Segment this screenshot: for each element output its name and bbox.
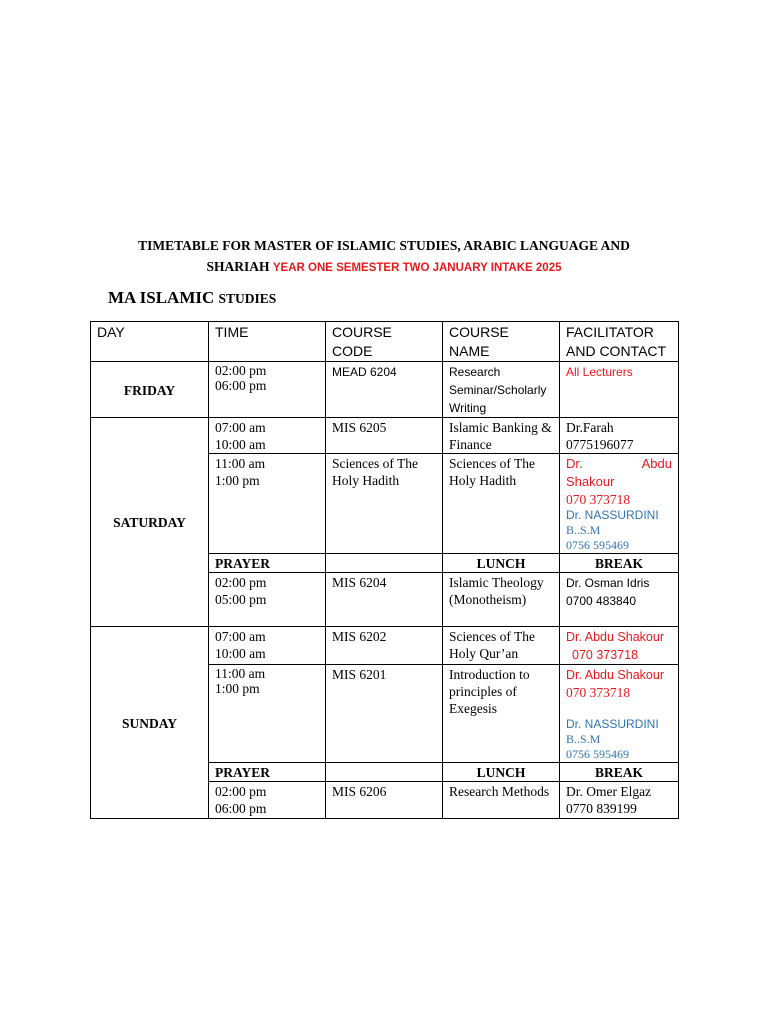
- table-row: [91, 362, 679, 418]
- time-end: 1:00 pm: [215, 473, 260, 488]
- course-code-cell: MEAD 6204: [326, 362, 443, 418]
- section-heading: [108, 288, 276, 308]
- facilitator-phone: 0770 839199: [566, 801, 637, 816]
- facilitator-phone: 070 373718: [572, 648, 639, 662]
- facilitator-first: Abdu: [641, 456, 672, 471]
- time-cell: [209, 573, 326, 627]
- break-label: BREAK: [560, 554, 679, 573]
- time-end: 10:00 am: [215, 646, 266, 661]
- course-name-cell: Islamic Theology (Monotheism): [443, 573, 560, 627]
- facilitator-phone: 0700 483840: [566, 594, 637, 608]
- facilitator-secondary-name: Dr. NASSURDINI: [566, 717, 659, 731]
- course-code-cell: MIS 6205: [326, 418, 443, 454]
- document-title-line1: TIMETABLE FOR MASTER OF ISLAMIC STUDIES, ARABIC LANGUAGE AND: [138, 238, 630, 253]
- course-name-cell: Introduction to principles of Exegesis: [443, 665, 560, 763]
- time-end: 1:00 pm: [215, 681, 260, 696]
- facilitator-phone: 070 373718: [566, 685, 631, 700]
- time-start: 11:00 am: [215, 456, 266, 471]
- day-saturday: SATURDAY: [91, 418, 209, 627]
- facilitator-phone: 070 373718: [566, 492, 631, 507]
- time-cell: [209, 454, 326, 554]
- facilitator-name-line: [566, 455, 672, 473]
- facilitator-last: Shakour: [566, 474, 615, 489]
- header-facilitator: FACILITATOR AND CONTACT: [560, 322, 679, 362]
- facilitator-cell: [560, 627, 679, 665]
- course-code-cell: MIS 6204: [326, 573, 443, 627]
- facilitator-secondary-phone: 0756 595469: [566, 747, 629, 761]
- prayer-label: PRAYER: [209, 763, 326, 782]
- time-end: 05:00 pm: [215, 592, 267, 607]
- document-title-line2: [0, 259, 768, 275]
- facilitator-cell: [560, 454, 679, 554]
- course-code-cell: MIS 6206: [326, 782, 443, 819]
- day-friday: FRIDAY: [91, 362, 209, 418]
- break-label: BREAK: [560, 763, 679, 782]
- header-course-code: COURSE CODE: [326, 322, 443, 362]
- time-cell: [209, 627, 326, 665]
- time-cell: [209, 362, 326, 418]
- course-code-cell: MIS 6202: [326, 627, 443, 665]
- facilitator-cell: [560, 418, 679, 454]
- facilitator-name: Dr. Omer Elgaz: [566, 784, 652, 799]
- header-time: TIME: [209, 322, 326, 362]
- title-intake: YEAR ONE SEMESTER TWO JANUARY INTAKE 2025: [272, 262, 562, 274]
- heading-main: MA ISLAMIC: [108, 288, 215, 307]
- title-shariah: SHARIAH: [206, 259, 270, 274]
- facilitator-secondary-suffix: B..S.M: [566, 732, 601, 746]
- table-header-row: [91, 322, 679, 362]
- heading-small: STUDIES: [218, 291, 277, 306]
- facilitator-secondary-suffix: B..S.M: [566, 523, 601, 537]
- time-start: 11:00 am: [215, 666, 266, 681]
- course-name-cell: Research Methods: [443, 782, 560, 819]
- facilitator-cell: [560, 573, 679, 627]
- course-code-cell: Sciences of The Holy Hadith: [326, 454, 443, 554]
- facilitator-name: Dr. Abdu Shakour: [566, 630, 664, 644]
- table-row: [91, 627, 679, 665]
- time-start: 02:00 pm: [215, 784, 267, 799]
- facilitator-cell: [560, 782, 679, 819]
- facilitator-title: Dr.: [566, 456, 583, 471]
- time-cell: [209, 665, 326, 763]
- day-sunday: SUNDAY: [91, 627, 209, 819]
- facilitator-name: Dr. Abdu Shakour: [566, 668, 664, 682]
- facilitator-name: Dr. Osman Idris: [566, 576, 650, 590]
- time-cell: [209, 782, 326, 819]
- time-end: 06:00 pm: [215, 378, 267, 393]
- course-name-cell: Sciences of The Holy Qur’an: [443, 627, 560, 665]
- timetable: [90, 321, 679, 819]
- time-end: 06:00 pm: [215, 801, 267, 816]
- table-row: [91, 418, 679, 454]
- spacer: [566, 701, 672, 717]
- course-name-cell: Islamic Banking & Finance: [443, 418, 560, 454]
- prayer-label: PRAYER: [209, 554, 326, 573]
- course-name-cell: Sciences of The Holy Hadith: [443, 454, 560, 554]
- facilitator-secondary-phone: 0756 595469: [566, 538, 629, 552]
- header-day: DAY: [91, 322, 209, 362]
- time-start: 07:00 am: [215, 420, 266, 435]
- empty-cell: [326, 763, 443, 782]
- time-start: 02:00 pm: [215, 575, 267, 590]
- time-end: 10:00 am: [215, 437, 266, 452]
- time-start: 02:00 pm: [215, 363, 267, 378]
- header-course-name: COURSE NAME: [443, 322, 560, 362]
- facilitator-secondary-name: Dr. NASSURDINI: [566, 508, 659, 522]
- lunch-label: LUNCH: [443, 763, 560, 782]
- lunch-label: LUNCH: [443, 554, 560, 573]
- facilitator-cell: All Lecturers: [560, 362, 679, 418]
- course-code-cell: MIS 6201: [326, 665, 443, 763]
- course-name-cell: Research Seminar/Scholarly Writing: [443, 362, 560, 418]
- facilitator-name: Dr.Farah: [566, 420, 614, 435]
- time-start: 07:00 am: [215, 629, 266, 644]
- facilitator-phone: 0775196077: [566, 437, 634, 452]
- facilitator-cell: [560, 665, 679, 763]
- time-cell: [209, 418, 326, 454]
- empty-cell: [326, 554, 443, 573]
